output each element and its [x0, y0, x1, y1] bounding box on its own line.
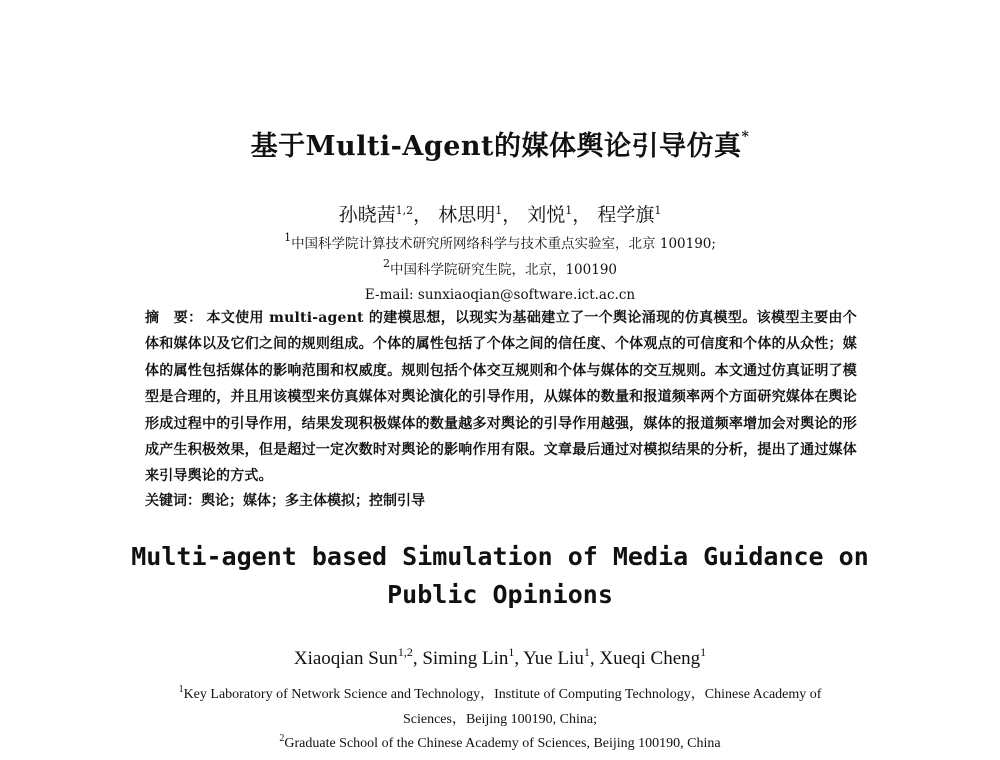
author-cn: 刘悦$^1$，	[527, 204, 592, 226]
author-en: Siming Lin$^1$,	[422, 645, 524, 669]
affiliation-en-2: $^2$Graduate School of the Chinese Academy of Sciences, Beijing 100190, China	[279, 733, 721, 751]
author-en: Yue Liu$^1$,	[523, 645, 600, 669]
abstract-text: 本文使用 multi-agent 的建模思想，以现实为基础建立了一个舆论涌现的仿真模型。该模型主要由个体和媒体以及它们之间的规则组成。个体的属性包括了个体之间的信任度、个体观点的可信度和个体的从众性；媒体的属性包括媒体的影响范围和权威度。规则包括个体交互规则和个体与媒体的交互规则。本文通过仿真证明了模型是合理的，并且用该模型来仿真媒体对舆论演化的引导作用，从媒体的数量和报道频率两个方面研究媒体在舆论形成过程中的引导作用，结果发现积极媒体的数量越多对舆论的引导作用越强，媒体的报道频率增加会对舆论的形成产生积极效果，但是超过一定次数时对舆论的影响作用有限。文章最后通过对模拟结果的分析，提出了通过媒体来引导舆论的方式。	[145, 310, 857, 485]
title-chinese: 基于Multi-Agent的媒体舆论引导仿真*	[250, 129, 750, 162]
abstract-cn	[145, 305, 857, 490]
affiliation-cn-1: $^1$中国科学院计算技术研究所网络科学与技术重点实验室，北京 100190;	[284, 231, 716, 252]
authors-english	[0, 645, 1000, 670]
affiliation-en-1: $^1$Key Laboratory of Network Science and Technology，Institute of Computing Technology，Chinese Academy of	[178, 684, 822, 702]
email-address: E-mail: sunxiaoqian@software.ict.ac.cn	[364, 287, 636, 303]
affiliation-en-1-cont: Sciences，Beijing 100190, China;	[402, 712, 598, 727]
affiliation-cn-2: $^2$中国科学院研究生院，北京，100190	[382, 257, 618, 278]
title-footnote-mark: *	[741, 129, 750, 145]
author-cn: 程学旗$^1$	[597, 204, 662, 226]
author-en: Xueqi Cheng$^1$	[599, 645, 707, 669]
title-english-line-2: Public Opinions	[387, 580, 613, 609]
authors-chinese	[0, 200, 1000, 227]
author-en: Xiaoqian Sun$^{1,2}$,	[293, 645, 423, 669]
abstract-label: 摘 要：	[145, 310, 203, 326]
keywords-cn: 关键词：舆论；媒体；多主体模拟；控制引导	[145, 493, 425, 509]
author-cn: 孙晓茜$^{1,2}$，	[338, 204, 433, 226]
title-english-line-1: Multi-agent based Simulation of Media Guidance on	[131, 542, 869, 571]
author-cn: 林思明$^1$，	[438, 204, 522, 226]
title-english	[0, 538, 1000, 614]
